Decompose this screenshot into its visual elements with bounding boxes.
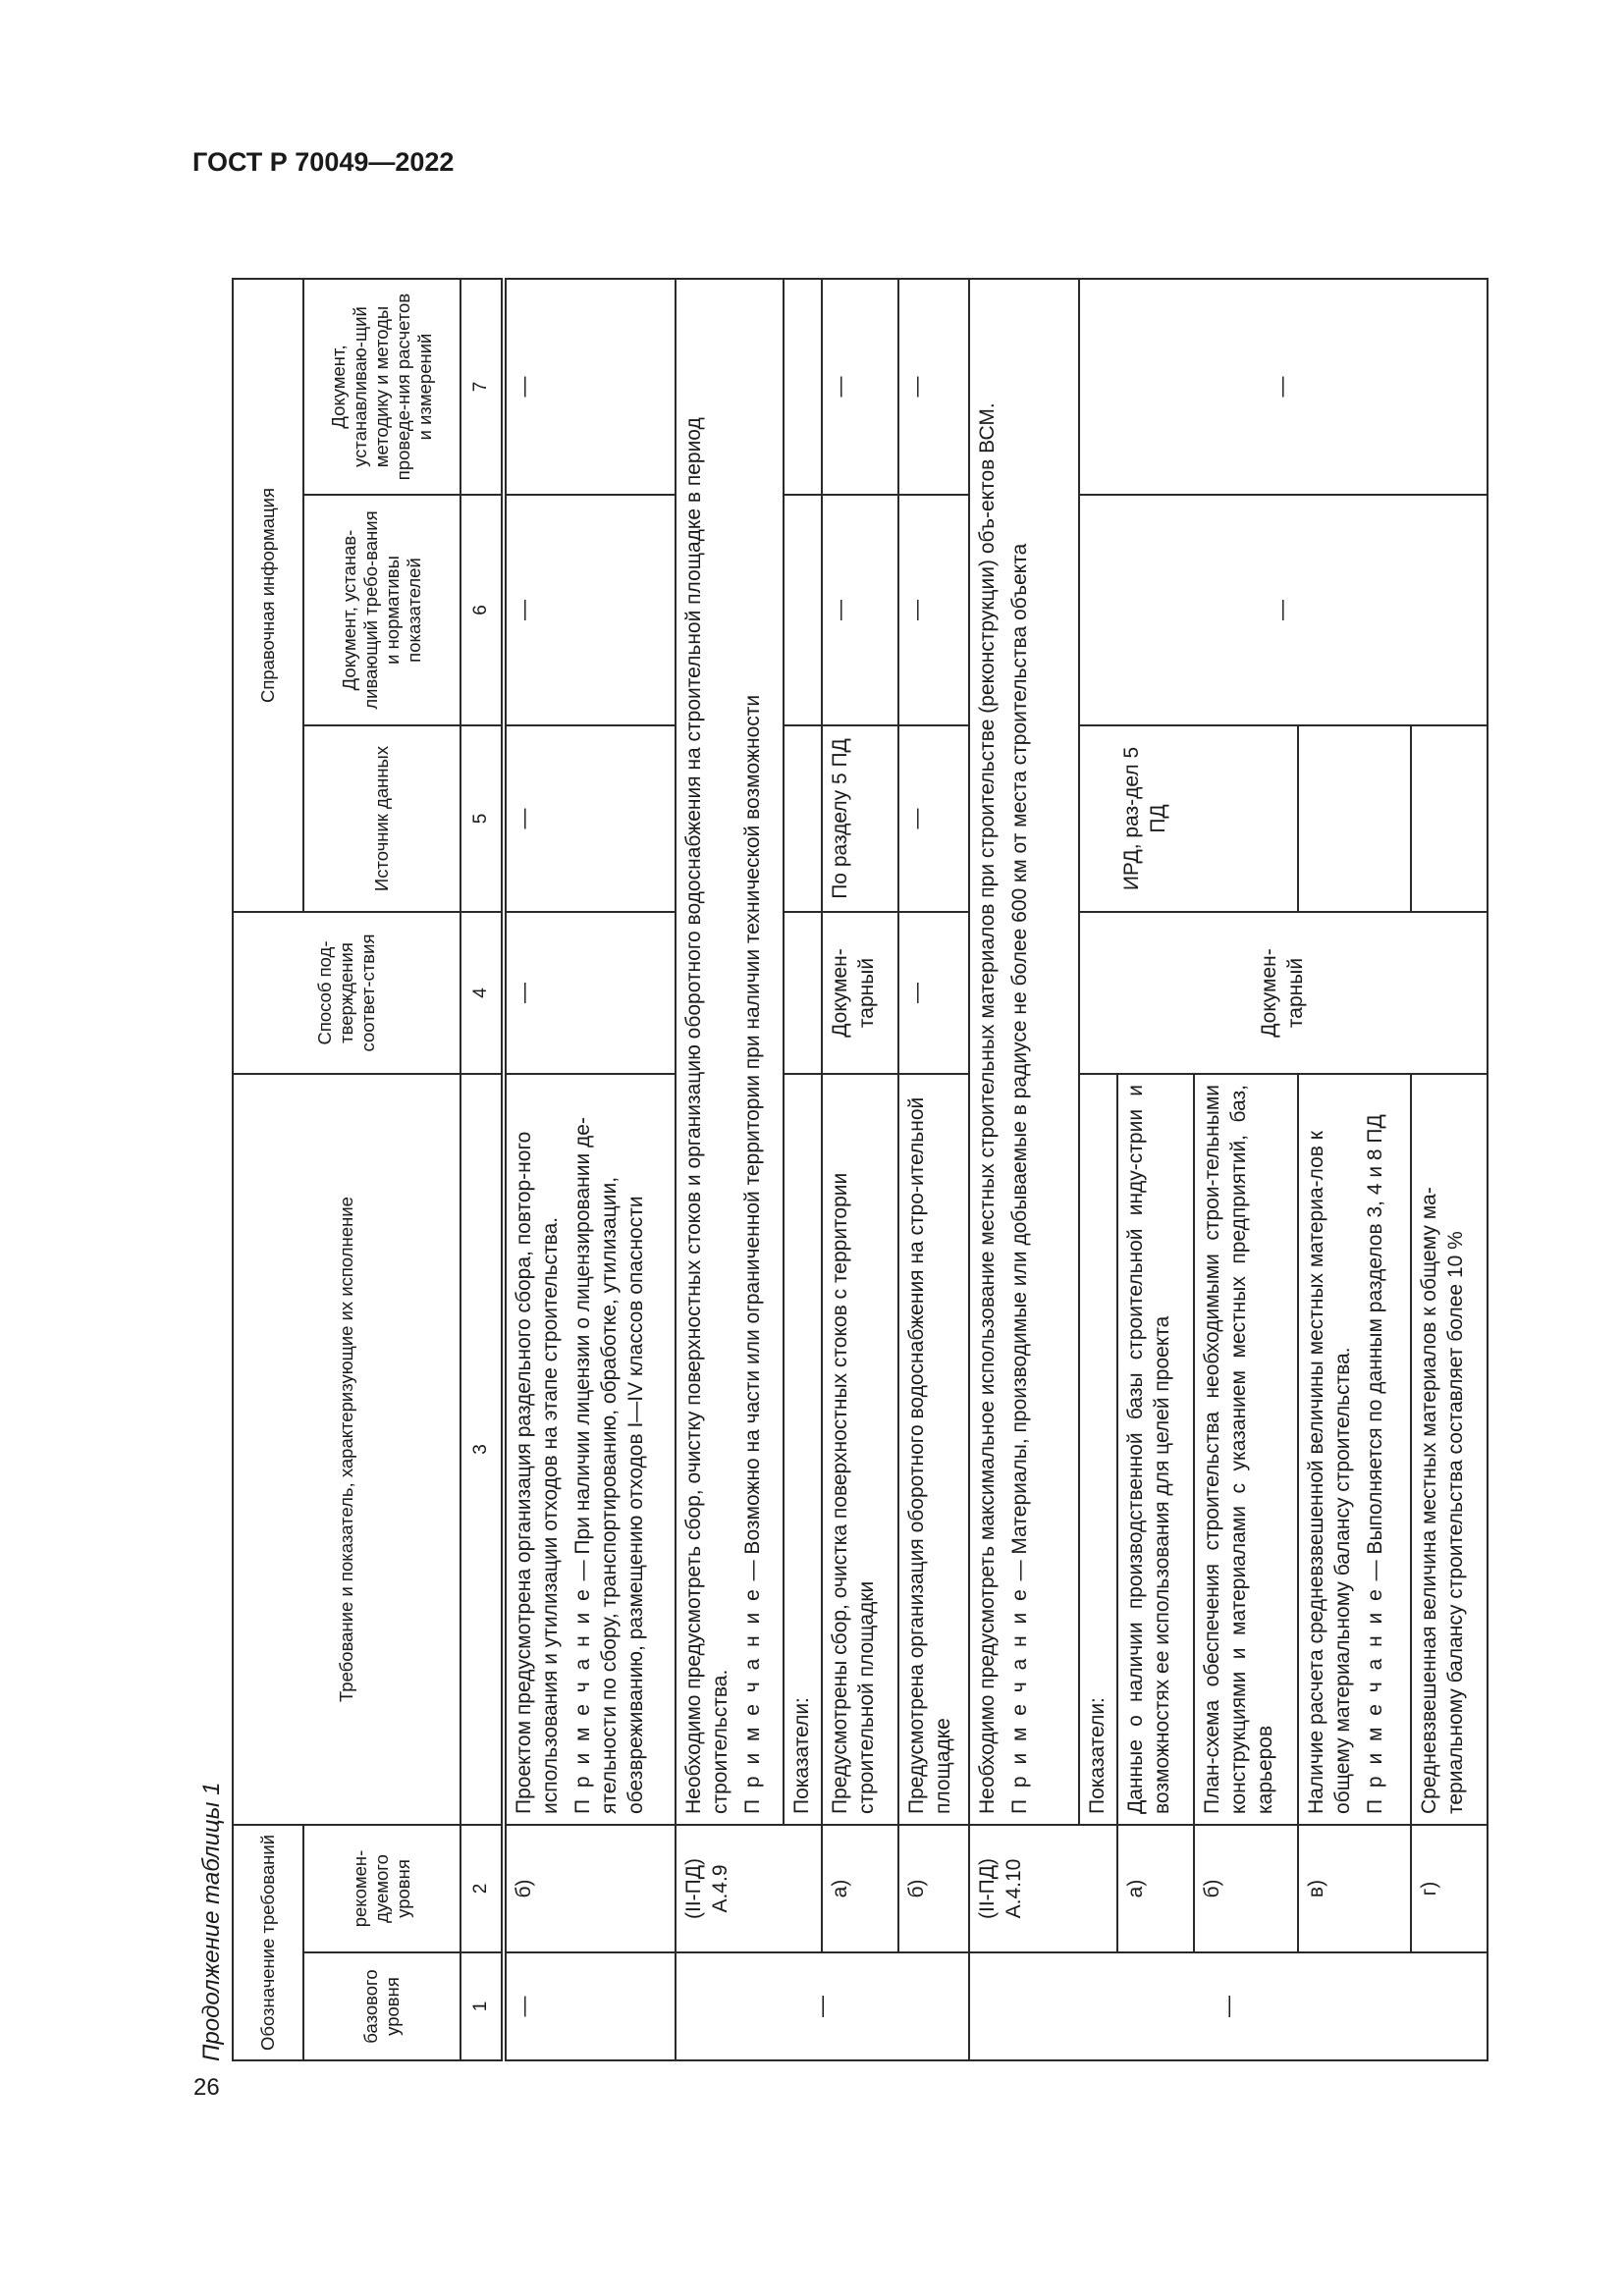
col-number: 5: [460, 725, 504, 912]
document-code: ГОСТ Р 70049—2022: [192, 147, 455, 177]
requirement-text: [504, 1074, 676, 1825]
method-doc-dash: —: [898, 279, 969, 495]
col-number: 2: [460, 1825, 504, 1952]
page-number: 26: [193, 2074, 220, 2101]
note-text: — Материалы, производимые или добываемые в радиусе не более 600 км от места строительства объекта: [1007, 543, 1031, 1587]
header-reference: Справочная информация: [233, 279, 303, 912]
header-method-doc: Документ, устанавливаю-щий методику и методы проведе-ния расчетов и измерений: [303, 279, 460, 495]
col-number: 6: [460, 495, 504, 725]
note-label: П р и м е ч а н и е: [740, 1586, 764, 1814]
table-row: [784, 279, 822, 2060]
table-caption: Продолжение таблицы 1: [198, 1782, 225, 2061]
norm-doc-dash: —: [504, 495, 676, 725]
item-paragraph: Наличие расчета средневзвешенной величины местных материа-лов к общему материальному балансу строительства.: [1304, 1131, 1354, 1814]
col-number: 3: [460, 1074, 504, 1825]
requirement-code: (II-ПД) А.4.9: [676, 1825, 822, 1952]
note-paragraph: [1007, 290, 1034, 1814]
item-code: в): [1298, 1825, 1411, 1952]
col-number: 4: [460, 912, 504, 1074]
item-code: б): [1194, 1825, 1298, 1952]
empty-source-cell: [1411, 725, 1488, 912]
indicators-label: Показатели:: [1079, 1074, 1117, 1825]
norm-doc-dash: —: [898, 495, 969, 725]
item-text: Данные о наличии производственной базы строительной инду-стрии и возможностях ее использования для целей проекта: [1117, 1074, 1194, 1825]
source-dash: —: [898, 725, 969, 912]
table-row: [1079, 279, 1117, 2060]
col-number: 1: [460, 1952, 504, 2060]
indicators-label: Показатели:: [784, 1074, 822, 1825]
rotated-table-container: [192, 216, 1508, 2061]
confirmation-method: Докумен-тарный: [1079, 912, 1488, 1074]
note-text: — При наличии лицензии о лицензировании де-ятельности по сбору, транспортированию, обработке, утилизации, обезвреживанию, размещению отходов I—IV классов опасности: [570, 1117, 647, 1814]
item-text: Средневзвешенная величина местных материалов к общему ма-териальному балансу строительства составляет более 10 %: [1411, 1074, 1488, 1825]
table-row: [504, 279, 676, 2060]
base-level-dash: —: [969, 1952, 1488, 2060]
requirement-paragraph: Проектом предусмотрена организация раздельного сбора, повтор-ного использования и утилизации отходов на этапе строительства.: [513, 1131, 562, 1814]
data-source: По разделу 5 ПД: [822, 725, 898, 912]
method-doc-dash: —: [822, 279, 898, 495]
requirement-span: [676, 279, 784, 1825]
requirement-span: [969, 279, 1079, 1825]
item-code: б): [898, 1825, 969, 1952]
method-doc-dash: —: [504, 279, 676, 495]
note-label: П р и м е ч а н и е: [1007, 1586, 1031, 1814]
source-dash: —: [504, 725, 676, 912]
item-code: г): [1411, 1825, 1488, 1952]
method-doc-dash: —: [1079, 279, 1488, 495]
item-text: Предусмотрены сбор, очистка поверхностных стоков с территории строительной площадки: [822, 1074, 898, 1825]
note-paragraph: [570, 1085, 650, 1814]
item-text: Предусмотрена организация оборотного водоснабжения на стро-ительной площадке: [898, 1074, 969, 1825]
header-confirmation: Способ под-тверждения соответ-ствия: [233, 912, 460, 1074]
confirmation-method: Докумен-тарный: [822, 912, 898, 1074]
col-number: 7: [460, 279, 504, 495]
header-recommended-level: рекомен-дуемого уровня: [303, 1825, 460, 1952]
header-requirement: Требование и показатель, характеризующие их исполнение: [233, 1074, 460, 1825]
item-code: а): [1117, 1825, 1194, 1952]
header-row-1: [233, 279, 303, 2060]
norm-doc-dash: —: [822, 495, 898, 725]
item-text: План-схема обеспечения строительства необходимыми строи-тельными конструкциями и материалами с указанием местных предприятий, баз, карьеров: [1194, 1074, 1298, 1825]
table-row: [969, 279, 1079, 2060]
note-text: — Выполняется по данным разделов 3, 4 и 8 ПД: [1363, 1114, 1386, 1587]
header-norm-doc: Документ, устанав-ливающий требо-вания и нормативы показателей: [303, 495, 460, 725]
requirement-paragraph: Необходимо предусмотреть сбор, очистку поверхностных стоков и организацию оборотного водоснабжения на строительной площадке в период строительства.: [682, 417, 731, 1814]
base-level-dash: —: [504, 1952, 676, 2060]
data-source: ИРД, раз-дел 5 ПД: [1079, 725, 1298, 912]
item-code: а): [822, 1825, 898, 1952]
header-source: Источник данных: [303, 725, 460, 912]
confirmation-dash: —: [504, 912, 676, 1074]
confirmation-dash: —: [898, 912, 969, 1074]
item-code: б): [504, 1825, 676, 1952]
empty-cell: [784, 912, 822, 1074]
table-row: [822, 279, 898, 2060]
norm-doc-dash: —: [1079, 495, 1488, 725]
header-base-level: базового уровня: [303, 1952, 460, 2060]
note-label: П р и м е ч а н и е: [570, 1586, 594, 1814]
requirements-table: [232, 278, 1489, 2061]
empty-source-cell: [1298, 725, 1411, 912]
note-label: П р и м е ч а н и е: [1363, 1586, 1386, 1814]
empty-cell: [784, 279, 822, 495]
base-level-dash: —: [676, 1952, 969, 2060]
empty-cell: [784, 725, 822, 912]
column-number-row: [460, 279, 504, 2060]
empty-cell: [784, 495, 822, 725]
note-paragraph: [740, 290, 767, 1814]
table-row: [676, 279, 784, 2060]
table-row: [898, 279, 969, 2060]
header-designation: Обозначение требований: [233, 1825, 303, 2060]
item-text: [1298, 1074, 1411, 1825]
note-paragraph: [1363, 1085, 1389, 1814]
requirement-code: (II-ПД) А.4.10: [969, 1825, 1117, 1952]
note-text: — Возможно на части или ограниченной территории при наличии технической возможности: [740, 694, 764, 1587]
requirement-paragraph: Необходимо предусмотреть максимальное использование местных строительных материалов при строительстве (реконструкции) объ-ектов ВСМ.: [975, 402, 999, 1814]
